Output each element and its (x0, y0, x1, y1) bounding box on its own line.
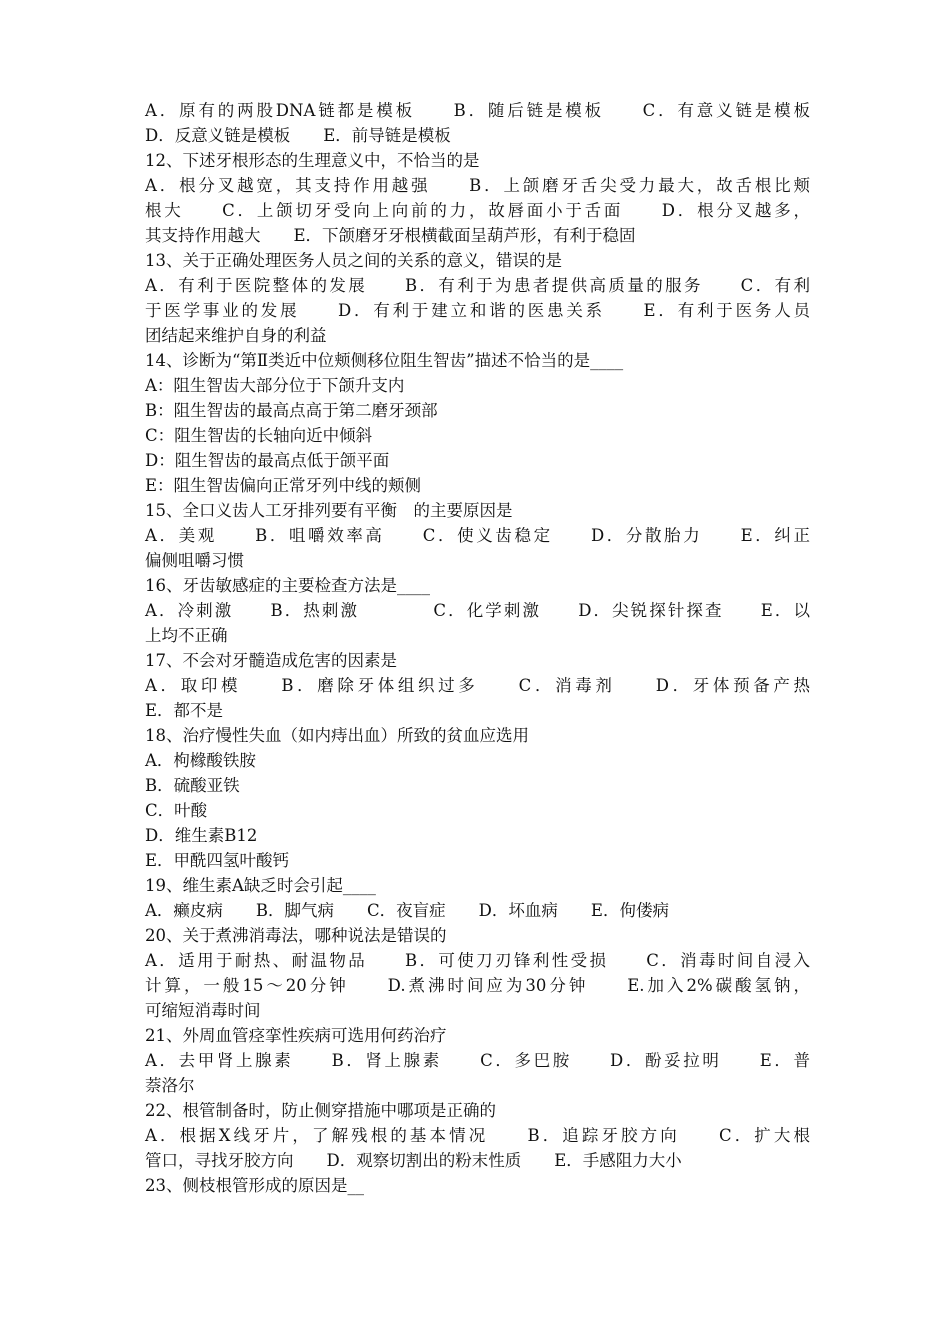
text-line: 管口，寻找牙胶方向 D．观察切割出的粉末性质 E．手感阻力大小 (145, 1151, 682, 1170)
text-line: B：阻生智齿的最高点高于第二磨牙颈部 (145, 401, 438, 420)
text-line: A．美观 B．咀嚼效率高 C．使义齿稳定 D．分散胎力 E．纠正 (145, 526, 810, 545)
text-line: A．冷刺激 B．热刺激 C．化学刺激 D．尖锐探针探查 E．以 (145, 601, 810, 620)
text-line: 可缩短消毒时间 (145, 1001, 261, 1020)
text-line: 偏侧咀嚼习惯 (145, 551, 244, 570)
text-line: E．都不是 (145, 701, 224, 720)
text-line: A．根据X线牙片，了解残根的基本情况 B．追踪牙胶方向 C．扩大根 (145, 1126, 810, 1145)
text-line: 20、关于煮沸消毒法，哪种说法是错误的 (145, 926, 447, 945)
text-line: 于医学事业的发展 D．有利于建立和谐的医患关系 E．有利于医务人员 (145, 301, 810, 320)
text-line: 计算，一般15～20分钟 D.煮沸时间应为30分钟 E.加入2%碳酸氢钠， (145, 976, 810, 995)
text-line: E：阻生智齿偏向正常牙列中线的颊侧 (145, 476, 422, 495)
text-line: A．枸橼酸铁胺 (145, 751, 256, 770)
text-line: A．取印模 B．磨除牙体组织过多 C．消毒剂 D．牙体预备产热 (145, 676, 810, 695)
text-line: 14、诊断为“第Ⅱ类近中位颊侧移位阻生智齿”描述不恰当的是____ (145, 351, 624, 370)
text-line: A．有利于医院整体的发展 B．有利于为患者提供高质量的服务 C．有利 (145, 276, 810, 295)
text-line: A．根分叉越宽，其支持作用越强 B．上颌磨牙舌尖受力最大，故舌根比颊 (145, 176, 810, 195)
text-line: 21、外周血管痉挛性疾病可选用何药治疗 (145, 1026, 447, 1045)
text-line: 19、维生素A缺乏时会引起____ (145, 876, 376, 895)
text-line: C：阻生智齿的长轴向近中倾斜 (145, 426, 373, 445)
text-line: B．硫酸亚铁 (145, 776, 240, 795)
text-line: 22、根管制备时，防止侧穿措施中哪项是正确的 (145, 1101, 496, 1120)
text-line: 根大 C．上颌切牙受向上向前的力，故唇面小于舌面 D．根分叉越多， (145, 201, 810, 220)
text-line: D．反意义链是模板 E．前导链是模板 (145, 126, 451, 145)
text-line: 团结起来维护自身的利益 (145, 326, 327, 345)
text-line: A．去甲肾上腺素 B．肾上腺素 C．多巴胺 D．酚妥拉明 E．普 (145, 1051, 810, 1070)
text-line: A．原有的两股DNA链都是模板 B．随后链是模板 C．有意义链是模板 (145, 101, 810, 120)
text-line: C．叶酸 (145, 801, 208, 820)
text-line: D．维生素B12 (145, 826, 258, 845)
text-line: 其支持作用越大 E．下颌磨牙牙根横截面呈葫芦形，有利于稳固 (145, 226, 636, 245)
text-line: A．适用于耐热、耐温物品 B．可使刀刃锋利性受损 C．消毒时间自浸入 (145, 951, 810, 970)
text-line: 15、全口义齿人工牙排列要有平衡 的主要原因是 (145, 501, 513, 520)
text-line: E．甲酰四氢叶酸钙 (145, 851, 290, 870)
text-line: 18、治疗慢性失血（如内痔出血）所致的贫血应选用 (145, 726, 529, 745)
text-line: D：阻生智齿的最高点低于颌平面 (145, 451, 390, 470)
text-line: A．癞皮病 B．脚气病 C．夜盲症 D．坏血病 E．佝偻病 (145, 901, 669, 920)
text-line: 13、关于正确处理医务人员之间的关系的意义，错误的是 (145, 251, 562, 270)
text-line: 上均不正确 (145, 626, 228, 645)
text-line: 17、不会对牙髓造成危害的因素是 (145, 651, 397, 670)
text-line: A：阻生智齿大部分位于下颌升支内 (145, 376, 405, 395)
text-line: 萘洛尔 (145, 1076, 195, 1095)
text-line: 23、侧枝根管形成的原因是__ (145, 1176, 364, 1195)
text-line: 16、牙齿敏感症的主要检查方法是____ (145, 576, 430, 595)
document-body (145, 98, 810, 1198)
text-line: 12、下述牙根形态的生理意义中，不恰当的是 (145, 151, 480, 170)
